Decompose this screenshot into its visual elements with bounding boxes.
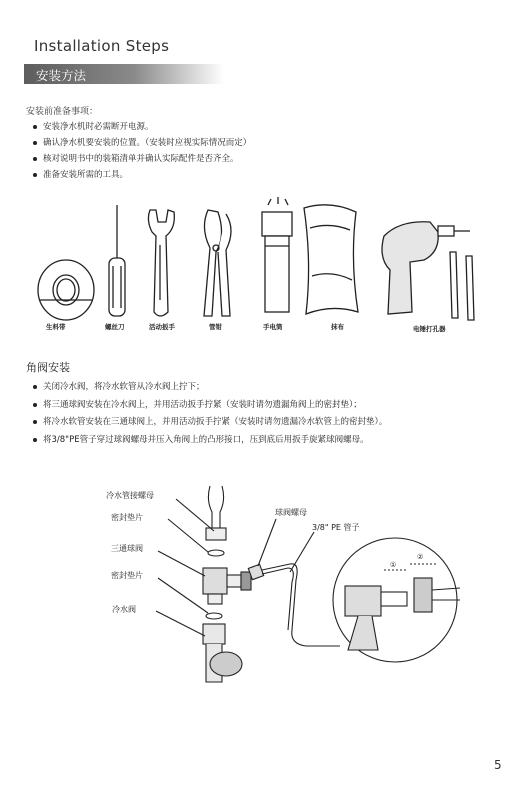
- prep-item: 准备安装所需的工具。: [32, 168, 251, 184]
- banner-label: 安装方法: [36, 68, 87, 83]
- install-step: 将三通球阀安装在冷水阀上，并用活动扳手拧紧（安装时请勿遗漏角阀上的密封垫）；: [32, 398, 387, 416]
- tape-roll-icon: [38, 260, 94, 320]
- diagram-label: 三通球阀: [111, 544, 143, 553]
- pipe-pliers-icon: [204, 210, 231, 316]
- tool-label: 管钳: [209, 323, 222, 331]
- page-number: 5: [494, 758, 502, 772]
- prep-item: 确认净水机要安装的位置。（安装时应视实际情况而定）: [32, 136, 251, 152]
- tool-label: 手电筒: [263, 323, 283, 331]
- prep-list: [32, 120, 251, 184]
- adjustable-wrench-icon: [148, 210, 174, 316]
- flashlight-icon: [262, 197, 292, 312]
- diagram-label: 冷水阀: [112, 605, 136, 614]
- install-step: 关闭冷水阀，将冷水软管从冷水阀上拧下；: [32, 380, 387, 398]
- tool-label: 螺丝刀: [105, 323, 125, 331]
- tool-label: 电锤打孔器: [413, 325, 446, 333]
- cloth-icon: [304, 205, 358, 314]
- tools-illustration: [0, 195, 522, 340]
- tool-label: 生料带: [46, 323, 66, 331]
- section-banner: [24, 64, 224, 84]
- diagram-label: 3/8" PE 管子: [312, 523, 360, 532]
- page-title: Installation Steps: [34, 37, 170, 55]
- prep-item: 安装净水机时必需断开电源。: [32, 120, 251, 136]
- diagram-label: 密封垫片: [111, 513, 143, 522]
- install-step: 将3/8"PE管子穿过球阀螺母并压入角阀上的凸形接口，压到底后用扳手旋紧球阀螺母。: [32, 433, 387, 451]
- tool-label: 抹布: [331, 323, 344, 331]
- hammer-drill-icon: [382, 222, 474, 320]
- diagram-label: 密封垫片: [111, 571, 143, 580]
- install-step: 将冷水软管安装在三通球阀上，并用活动扳手拧紧（安装时请勿遗漏冷水软管上的密封垫）。: [32, 415, 387, 433]
- diagram-step-2: ②: [417, 553, 424, 561]
- diagram-step-1: ①: [390, 561, 397, 569]
- prep-item: 核对说明书中的装箱清单并确认实际配件是否齐全。: [32, 152, 251, 168]
- prep-heading: 安装前准备事项：: [26, 107, 99, 117]
- diagram-label: 冷水管接螺母: [106, 491, 154, 500]
- section-heading: 角阀安装: [26, 361, 70, 374]
- screwdriver-icon: [109, 205, 125, 316]
- valve-installation-diagram: [0, 480, 522, 690]
- tool-label: 活动扳手: [149, 323, 175, 331]
- install-steps-list: [32, 380, 387, 450]
- diagram-label: 球阀螺母: [275, 508, 307, 517]
